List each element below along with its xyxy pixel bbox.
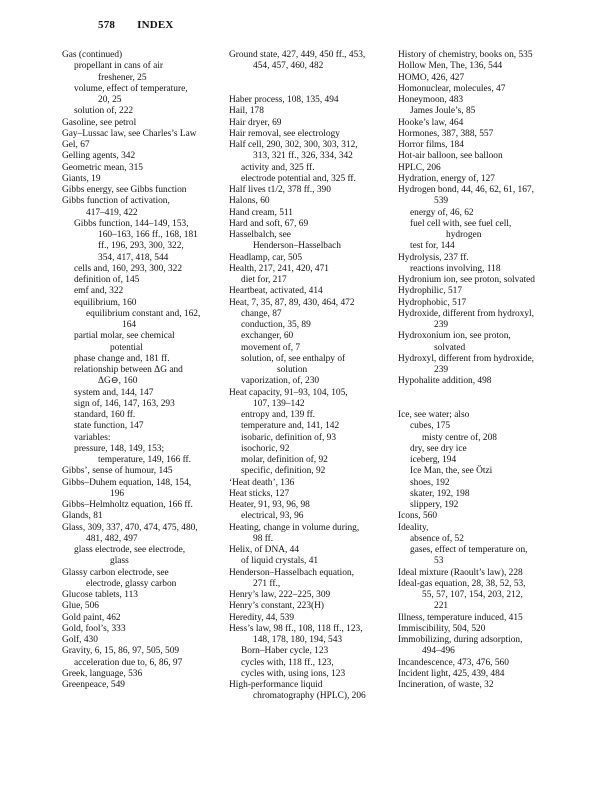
index-entry: electrode, glassy carbon xyxy=(86,578,177,589)
index-entry: Ground state, 427, 449, 450 ff., 453, xyxy=(229,50,366,60)
index-entry: Hot-air balloon, see balloon xyxy=(398,151,503,162)
index-entry: Gibbs function, 144–149, 153, xyxy=(74,218,189,229)
index-entry: Hydroxide, different from hydroxyl, xyxy=(398,308,534,319)
index-entry: Gibbs function of activation, xyxy=(62,196,170,207)
index-entry: cells and, 160, 293, 300, 322 xyxy=(74,263,183,274)
index-entry: gases, effect of temperature on, xyxy=(410,545,528,555)
index-entry: Heat sticks, 127 xyxy=(229,488,290,499)
running-header xyxy=(98,19,174,31)
index-column-1 xyxy=(62,50,230,691)
index-entry: 417–419, 422 xyxy=(86,207,138,218)
index-entry: equilibrium, 160 xyxy=(74,297,137,308)
index-entry: Half lives t1/2, 378 ff., 390 xyxy=(229,185,331,195)
index-entry: diet for, 217 xyxy=(241,275,287,285)
index-entry: entropy and, 139 ff. xyxy=(241,410,316,420)
index-entry: dry, see dry ice xyxy=(410,443,467,454)
index-entry: Henderson–Hasselbach xyxy=(253,241,341,252)
index-entry: Hydrogen bond, 44, 46, 62, 61, 167, xyxy=(398,185,534,195)
index-entry: isobaric, definition of, 93 xyxy=(241,432,337,443)
index-entry: Greenpeace, 549 xyxy=(62,680,125,690)
index-entry: Hair dryer, 69 xyxy=(229,117,282,128)
index-entry: electrode potential and, 325 ff. xyxy=(241,173,356,184)
index-entry: specific, definition, 92 xyxy=(241,466,326,477)
index-entry: solvated xyxy=(434,342,466,353)
index-entry: activity and, 325 ff. xyxy=(241,162,315,173)
index-entry: Health, 217, 241, 420, 471 xyxy=(229,263,329,274)
index-entry: potential xyxy=(110,342,143,353)
index-entry: emf and, 322 xyxy=(74,286,124,297)
index-entry: molar, definition of, 92 xyxy=(241,455,328,465)
index-entry: 494–496 xyxy=(422,646,455,657)
index-entry: Hollow Men, The, 136, 544 xyxy=(398,61,503,72)
index-entry: solution xyxy=(277,365,308,375)
index-entry: vaporization, of, 230 xyxy=(241,376,320,387)
index-entry: Gay–Lussac law, see Charles’s Law xyxy=(62,128,197,139)
index-entry: 196 xyxy=(110,488,125,499)
index-entry: temperature, 149, 166 ff. xyxy=(98,455,192,465)
index-entry: relationship between ΔG and xyxy=(74,365,183,375)
index-entry: 313, 321 ff., 326, 334, 342 xyxy=(253,151,353,162)
index-entry: High-performance liquid xyxy=(229,680,323,690)
index-entry: 539 xyxy=(434,196,449,207)
index-entry: Ideality, xyxy=(398,522,429,533)
index-entry: Hard and soft, 67, 69 xyxy=(229,218,309,229)
index-entry: iceberg, 194 xyxy=(410,455,457,465)
index-entry: Henry’s law, 222–225, 309 xyxy=(229,590,331,600)
index-entry: Hand cream, 511 xyxy=(229,207,293,218)
index-entry: Heat, 7, 35, 87, 89, 430, 464, 472 xyxy=(229,297,355,308)
index-entry: Hydrophilic, 517 xyxy=(398,286,463,297)
index-entry: HPLC, 206 xyxy=(398,162,441,173)
index-entry: Gasoline, see petrol xyxy=(62,117,137,128)
index-entry: 20, 25 xyxy=(98,95,122,105)
index-entry: Honeymoon, 483 xyxy=(398,95,464,105)
index-entry: Hair removal, see electrology xyxy=(229,128,340,139)
index-entry: cycles with, using ions, 123 xyxy=(241,668,346,679)
index-entry: Heartbeat, activated, 414 xyxy=(229,286,323,297)
index-entry: exchanger, 60 xyxy=(241,331,294,342)
index-entry: conduction, 35, 89 xyxy=(241,320,311,330)
index-entry: Ideal-gas equation, 28, 38, 52, 53, xyxy=(398,578,526,589)
index-entry: Heat capacity, 91–93, 104, 105, xyxy=(229,387,348,398)
index-entry: Hess’s law, 98 ff., 108, 118 ff., 123, xyxy=(229,623,363,634)
index-entry: 454, 457, 460, 482 xyxy=(253,61,324,72)
index-entry: Hormones, 387, 388, 557 xyxy=(398,128,494,139)
index-entry: Gelling agents, 342 xyxy=(62,151,136,162)
index-entry: Glands, 81 xyxy=(62,511,103,522)
index-entry: Heating, change in volume during, xyxy=(229,522,360,533)
index-entry: freshener, 25 xyxy=(98,72,147,83)
index-entry: Haber process, 108, 135, 494 xyxy=(229,95,339,105)
index-entry: propellant in cans of air xyxy=(74,61,164,72)
index-entry: Horror films, 184 xyxy=(398,140,464,150)
index-entry: volume, effect of temperature, xyxy=(74,83,188,94)
index-entry: Hydroxonium ion, see proton, xyxy=(398,331,511,342)
index-entry: Greek, language, 536 xyxy=(62,668,143,679)
index-entry: Glucose tablets, 113 xyxy=(62,590,138,600)
index-entry: Hydrolysis, 237 ff. xyxy=(398,252,469,263)
index-entry: system and, 144, 147 xyxy=(74,387,154,398)
index-entry: partial molar, see chemical xyxy=(74,331,175,342)
index-entry: Gravity, 6, 15, 86, 97, 505, 509 xyxy=(62,646,180,657)
index-entry: Gibbs–Helmholtz equation, 166 ff. xyxy=(62,500,193,510)
index-entry: Illness, temperature induced, 415 xyxy=(398,612,523,623)
index-entry: James Joule’s, 85 xyxy=(410,106,476,117)
index-column-3 xyxy=(398,50,578,691)
index-entry: glass electrode, see electrode, xyxy=(74,545,186,555)
index-entry: cycles with, 118 ff., 123, xyxy=(241,657,334,668)
index-entry: movement of, 7 xyxy=(241,342,301,353)
index-entry: equilibrium constant and, 162, xyxy=(86,308,201,319)
index-entry: Golf, 430 xyxy=(62,635,98,645)
index-entry: electrical, 93, 96 xyxy=(241,511,304,522)
index-entry: Gibbs’, sense of humour, 145 xyxy=(62,466,173,477)
index-entry: Born–Haber cycle, 123 xyxy=(241,646,329,657)
index-entry: HOMO, 426, 427 xyxy=(398,72,465,83)
index-entry: ‘Heat death’, 136 xyxy=(229,477,295,488)
index-entry: 148, 178, 180, 194, 543 xyxy=(253,635,343,645)
index-entry: slippery, 192 xyxy=(410,500,459,510)
index-entry: shoes, 192 xyxy=(410,477,450,488)
index-entry: cubes, 175 xyxy=(410,421,451,432)
index-entry: Geometric mean, 315 xyxy=(62,162,143,173)
index-entry: Hail, 178 xyxy=(229,106,264,117)
index-entry: Half cell, 290, 302, 300, 303, 312, xyxy=(229,140,358,150)
index-entry: Gold paint, 462 xyxy=(62,612,121,623)
index-entry: Gold, fool’s, 333 xyxy=(62,623,126,634)
index-entry: Gibbs energy, see Gibbs function xyxy=(62,185,187,195)
index-entry: misty centre of, 208 xyxy=(422,432,497,443)
index-entry: hydrogen xyxy=(446,230,482,240)
index-entry: definition of, 145 xyxy=(74,275,140,285)
index-entry: Henderson–Hasselbach equation, xyxy=(229,567,354,578)
index-entry: 53 xyxy=(434,556,444,567)
index-entry: Glassy carbon electrode, see xyxy=(62,567,169,578)
index-entry: Incandescence, 473, 476, 560 xyxy=(398,657,509,668)
index-entry: Gel, 67 xyxy=(62,140,90,150)
index-entry: 107, 139–142 xyxy=(253,398,305,409)
index-entry: pressure, 148, 149, 153; xyxy=(74,443,165,454)
index-entry: Incident light, 425, 439, 484 xyxy=(398,668,505,679)
index-entry: Hooke’s law, 464 xyxy=(398,117,464,128)
index-entry: History of chemistry, books on, 535 xyxy=(398,50,533,60)
index-entry: Homonuclear, molecules, 47 xyxy=(398,83,506,94)
index-column-2 xyxy=(229,50,397,703)
index-entry: 160–163, 166 ff., 168, 181 xyxy=(98,230,198,240)
index-entry: isochoric, 92 xyxy=(241,443,290,454)
index-entry: Ice, see water; also xyxy=(398,410,470,420)
index-entry: 239 xyxy=(434,365,449,375)
index-entry: change, 87 xyxy=(241,308,282,319)
index-entry: standard, 160 ff. xyxy=(74,410,136,420)
index-entry: test for, 144 xyxy=(410,241,455,252)
index-entry: Headlamp, car, 505 xyxy=(229,252,303,263)
index-entry: Glue, 506 xyxy=(62,601,99,612)
index-entry: Hypohalite addition, 498 xyxy=(398,376,492,387)
index-entry: Hydronium ion, see proton, solvated xyxy=(398,275,535,285)
index-entry: temperature and, 141, 142 xyxy=(241,421,340,432)
index-entry: Glass, 309, 337, 470, 474, 475, 480, xyxy=(62,522,198,533)
index-entry: Immobilizing, during adsorption, xyxy=(398,635,523,645)
index-entry: chromatography (HPLC), 206 xyxy=(253,691,366,702)
index-entry: glass xyxy=(110,556,129,567)
index-entry: 164 xyxy=(122,320,137,330)
index-entry: Gibbs–Duhem equation, 148, 154, xyxy=(62,477,192,488)
index-entry: of liquid crystals, 41 xyxy=(241,556,319,567)
index-entry: state function, 147 xyxy=(74,421,144,432)
index-entry: Hydrophobic, 517 xyxy=(398,297,467,308)
index-entry: variables: xyxy=(74,432,111,443)
index-entry: solution of, 222 xyxy=(74,106,134,117)
page-number: 578 xyxy=(98,19,116,31)
index-entry: Heredity, 44, 539 xyxy=(229,612,295,623)
index-entry: 98 ff. xyxy=(253,533,274,544)
index-entry: phase change and, 181 ff. xyxy=(74,353,170,364)
index-entry: Ideal mixture (Raoult’s law), 228 xyxy=(398,567,523,578)
index-entry: reactions involving, 118 xyxy=(410,263,501,274)
index-entry: Helix, of DNA, 44 xyxy=(229,545,300,555)
index-entry: Hasselbalch, see xyxy=(229,230,291,240)
index-entry: Immiscibility, 504, 520 xyxy=(398,623,486,634)
index-entry: fuel cell with, see fuel cell, xyxy=(410,218,512,229)
index-entry: 271 ff., xyxy=(253,578,281,589)
index-entry: Ice Man, the, see Ötzi xyxy=(410,466,493,477)
index-entry: 221 xyxy=(434,601,449,612)
header-title: INDEX xyxy=(137,19,174,31)
index-entry: Giants, 19 xyxy=(62,173,101,184)
index-entry: Hydration, energy of, 127 xyxy=(398,173,495,184)
index-entry: 239 xyxy=(434,320,449,330)
index-entry: absence of, 52 xyxy=(410,533,464,544)
index-entry: skater, 192, 198 xyxy=(410,488,470,499)
index-entry: Henry’s constant, 223(H) xyxy=(229,601,325,612)
index-entry: ΔG⊖, 160 xyxy=(98,376,138,387)
index-entry: 55, 57, 107, 154, 203, 212, xyxy=(422,590,523,600)
index-entry: Gas (continued) xyxy=(62,50,123,60)
index-entry: Heater, 91, 93, 96, 98 xyxy=(229,500,310,510)
index-entry: sign of, 146, 147, 163, 293 xyxy=(74,398,175,409)
index-entry: Incineration, of waste, 32 xyxy=(398,680,494,690)
index-entry: energy of, 46, 62 xyxy=(410,207,474,218)
index-entry: Icons, 560 xyxy=(398,511,438,522)
index-entry: 354, 417, 418, 544 xyxy=(98,252,169,263)
index-entry: solution, of, see enthalpy of xyxy=(241,353,346,364)
index-entry: acceleration due to, 6, 86, 97 xyxy=(74,657,183,668)
index-entry: ff., 196, 293, 300, 322, xyxy=(98,241,184,252)
index-entry: Halons, 60 xyxy=(229,196,270,207)
index-entry: 481, 482, 497 xyxy=(86,533,138,544)
index-entry: Hydroxyl, different from hydroxide, xyxy=(398,353,534,364)
